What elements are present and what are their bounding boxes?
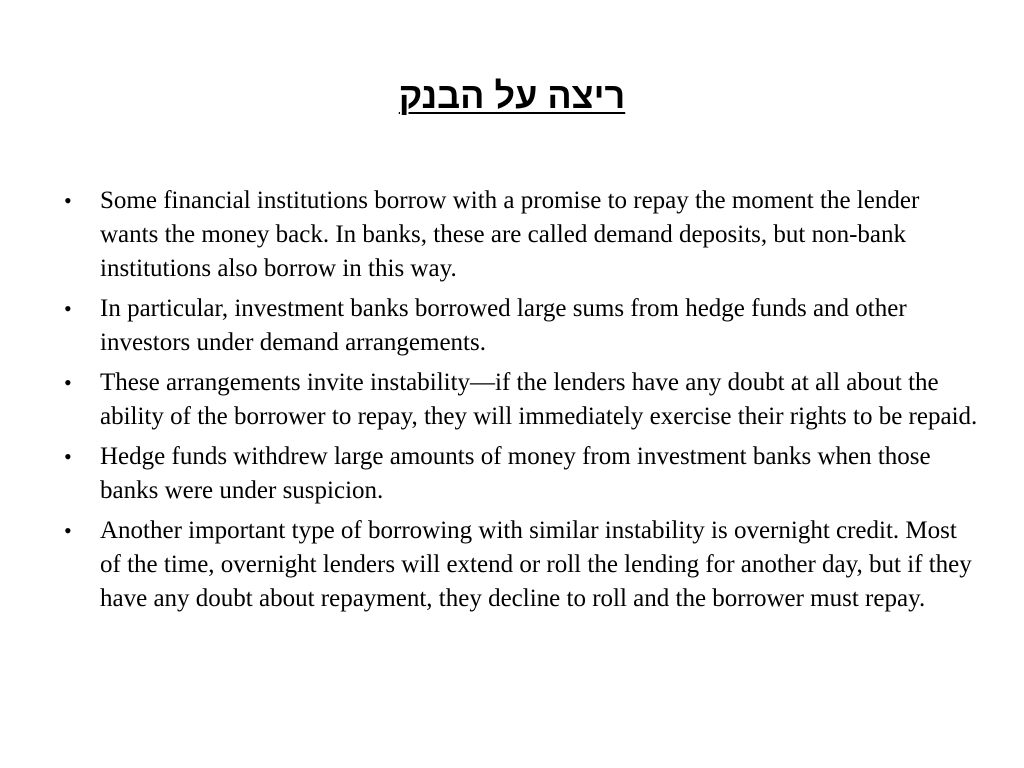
bullet-dot-icon: • — [64, 296, 72, 321]
bullet-item — [60, 514, 980, 616]
bullet-dot-icon: • — [64, 370, 72, 395]
bullet-text: Some financial institutions borrow with a promise to repay the moment the lender wants the money back. In banks, these are called demand deposits, but non-bank institutions also borrow in this way. — [100, 187, 920, 282]
bullet-list — [60, 184, 980, 622]
bullet-text: In particular, investment banks borrowed large sums from hedge funds and other investors under demand arrangements. — [100, 295, 907, 356]
bullet-item — [60, 184, 980, 286]
bullet-text: Another important type of borrowing with similar instability is overnight credit. Most of the time, overnight lenders will extend or roll the lending for another day, but if they have any doubt about repayment, they decline to roll and the borrower must repay. — [100, 517, 972, 612]
slide-title-text: ריצה על הבנק — [398, 75, 626, 116]
bullet-item — [60, 366, 980, 434]
bullet-dot-icon: • — [64, 518, 72, 543]
bullet-item — [60, 292, 980, 360]
bullet-text: These arrangements invite instability—if the lenders have any doubt at all about the ability of the borrower to repay, they will immediately exercise their rights to be repaid. — [100, 369, 978, 430]
bullet-item — [60, 440, 980, 508]
bullet-dot-icon: • — [64, 444, 72, 469]
bullet-dot-icon: • — [64, 188, 72, 213]
slide-title — [0, 74, 1024, 118]
bullet-text: Hedge funds withdrew large amounts of money from investment banks when those banks were under suspicion. — [100, 443, 931, 504]
